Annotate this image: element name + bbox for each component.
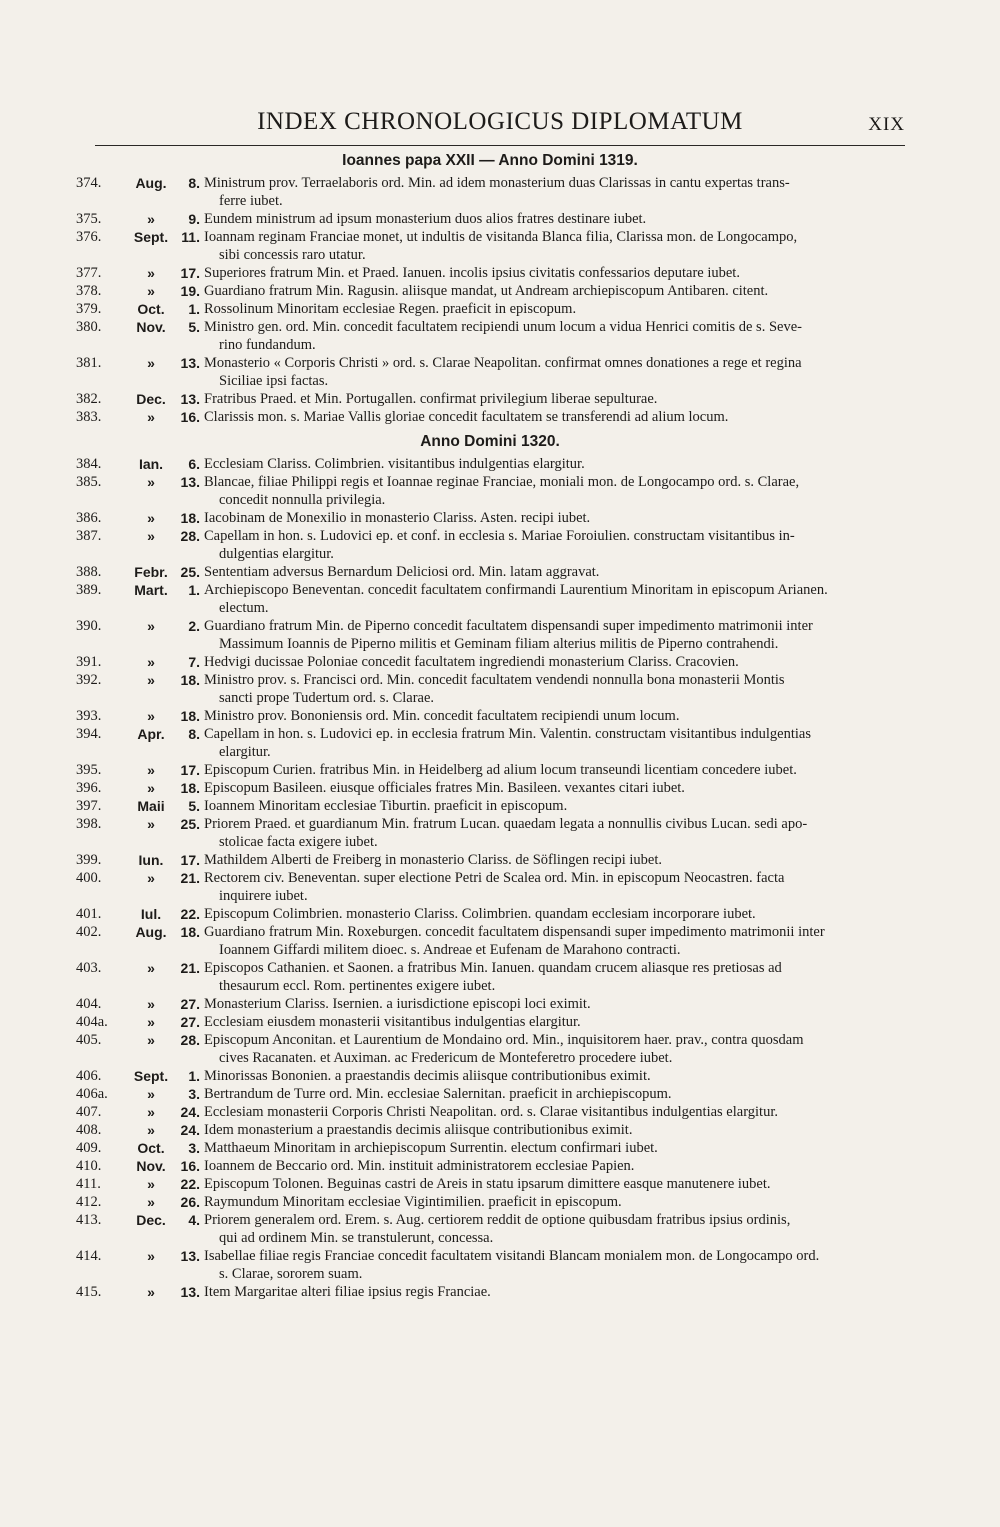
entry-number: 410. [76,1158,102,1174]
entry-month: » [147,870,155,886]
entry-day: 13. [180,1284,200,1300]
entry-month: » [147,762,155,778]
index-entry [76,959,904,995]
entry-text-line: Ministrum prov. Terraelaboris ord. Min. ad idem monasterium duas Clarissas in cantu expertas trans- [204,175,790,191]
entry-day: 25. [180,564,200,580]
entry-number: 385. [76,474,102,490]
entry-text-line: Episcopum Basileen. eiusque officiales fratres Min. Basileen. vexantes citari iubet. [204,780,685,796]
entry-number: 382. [76,391,102,407]
entry-text-line: Guardiano fratrum Min. de Piperno concedit facultatem dispensandi super impedimento matrimonii inter [204,618,813,634]
entry-text [204,815,904,851]
entry-day: 25. [180,816,200,832]
entry-month: » [147,996,155,1012]
entry-text-line: Monasterio « Corporis Christi » ord. s. Clarae Neapolitan. confirmat omnes donationes a rege et regina [204,355,802,371]
entry-number: 407. [76,1104,102,1120]
entry-text-line: Archiepiscopo Beneventan. concedit facultatem confirmandi Laurentium Minoritam in episcopum Arianen. [204,582,828,598]
entry-day: 18. [180,924,200,940]
entry-text-line: Hedvigi ducissae Poloniae concedit facultatem ingrediendi monasterium Clariss. Cracovien. [204,654,739,670]
entry-text [204,653,904,671]
entry-text [204,581,904,617]
entry-text-line: Rectorem civ. Beneventan. super electione Petri de Scalea ord. Min. in episcopum Neocastren. facta [204,870,785,886]
entry-month: » [147,528,155,544]
entry-text-line: Ecclesiam Clariss. Colimbrien. visitantibus indulgentias elargitur. [204,456,585,472]
entry-month: » [147,1086,155,1102]
entry-number: 383. [76,409,102,425]
entry-text-line: Idem monasterium a praestandis decimis aliisque contributionibus eximit. [204,1122,633,1138]
entry-text-line: Sententiam adversus Bernardum Deliciosi ord. Min. latam aggravat. [204,564,600,580]
entry-day: 21. [180,960,200,976]
entry-text [204,1067,904,1085]
entry-day: 8. [188,175,200,191]
entry-month: » [147,1122,155,1138]
entry-day: 28. [180,1032,200,1048]
entry-month: Nov. [136,319,166,335]
entry-text [204,923,904,959]
entry-text [204,174,904,210]
entry-text [204,995,904,1013]
entry-month: » [147,1176,155,1192]
entry-month: Sept. [133,1068,169,1084]
entry-text [204,905,904,923]
entry-text [204,1157,904,1175]
entry-number: 405. [76,1032,102,1048]
entry-text [204,1103,904,1121]
entry-text-line: Ministro gen. ord. Min. concedit facultatem recipiendi unum locum a vidua Henrici comitis de s. Seve- [204,319,802,335]
entry-text [204,1211,904,1247]
entry-text [204,779,904,797]
entry-text-line: Ioannam reginam Franciae monet, ut indultis de visitanda Blanca filia, Clarissa mon. de Longocampo, [204,229,798,245]
entry-day: 13. [180,474,200,490]
entry-text-line: Iacobinam de Monexilio in monasterio Clariss. Asten. recipi iubet. [204,510,591,526]
index-entry [76,653,904,671]
entry-text [204,455,904,473]
index-entry [76,210,904,228]
entry-month: » [147,654,155,670]
entry-text-line: concedit nonnulla privilegia. [219,492,386,508]
entry-day: 1. [188,582,200,598]
entry-text-line: ferre iubet. [219,193,283,209]
entry-text-line: Episcopum Anconitan. et Laurentium de Mondaino ord. Min., inquisitorem haer. prav., contra quosdam [204,1032,804,1048]
entry-text-line: Guardiano fratrum Min. Roxeburgen. concedit facultatem dispensandi super impedimento matrimonii inter [204,924,825,940]
entry-month: Maii [137,798,165,814]
entry-day: 6. [188,456,200,472]
index-entry [76,923,904,959]
entry-text-line: s. Clarae, sororem suam. [219,1266,363,1282]
entry-day: 28. [180,528,200,544]
entry-number: 394. [76,726,102,742]
index-entry [76,1139,904,1157]
entry-text [204,851,904,869]
entry-number: 401. [76,906,102,922]
entry-month: Iun. [138,852,164,868]
entry-number: 390. [76,618,102,634]
entry-text [204,354,904,390]
entry-number: 388. [76,564,102,580]
entry-text-line: Massimum Ioannis de Piperno militis et Geminam filiam alterius militis de Piperno contrahendi. [219,636,779,652]
entry-text [204,390,904,408]
index-entry [76,1121,904,1139]
entry-text [204,563,904,581]
entry-number: 381. [76,355,102,371]
entry-number: 374. [76,175,102,191]
entry-number: 396. [76,780,102,796]
entry-text [204,300,904,318]
entry-text-line: thesaurum eccl. Rom. pertinentes exigere iubet. [219,978,496,994]
index-entry [76,761,904,779]
entry-text-line: Ministro prov. s. Francisci ord. Min. concedit facultatem vendendi nonnulla bona monasterii Montis [204,672,785,688]
entry-text [204,707,904,725]
entry-text-line: Clarissis mon. s. Mariae Vallis gloriae concedit facultatem se transferendi ad alium locum. [204,409,729,425]
entry-number: 414. [76,1248,102,1264]
index-entry [76,671,904,707]
entry-month: » [147,1194,155,1210]
entry-day: 17. [180,762,200,778]
entry-month: » [147,211,155,227]
index-entry [76,581,904,617]
entry-day: 16. [180,409,200,425]
index-entry [76,228,904,264]
entry-month: Dec. [136,1212,166,1228]
entry-number: 395. [76,762,102,778]
index-entry [76,408,904,426]
entry-month: » [147,1248,155,1264]
entry-text-line: Guardiano fratrum Min. Ragusin. aliisque mandat, ut Andream archiepiscopum Antibaren. citent. [204,283,769,299]
entry-text-line: Rossolinum Minoritam ecclesiae Regen. praeficit in episcopum. [204,301,577,317]
entry-text-line: Eundem ministrum ad ipsum monasterium duos alios fratres destinare iubet. [204,211,647,227]
entry-month: Oct. [137,301,165,317]
entry-text-line: Raymundum Minoritam ecclesiae Vigintimilien. praeficit in episcopum. [204,1194,622,1210]
index-entry [76,455,904,473]
entry-text-line: sancti prope Tudertum ord. s. Clarae. [219,690,435,706]
entry-text [204,1013,904,1031]
entry-text-line: Episcopum Tolonen. Beguinas castri de Areis in statu ipsarum dimittere easque manutenere iubet. [204,1176,771,1192]
index-entry [76,509,904,527]
index-entry [76,174,904,210]
entry-month: » [147,1032,155,1048]
entry-text-line: Minorissas Bononien. a praestandis decimis aliisque contributionibus eximit. [204,1068,651,1084]
index-entry [76,1211,904,1247]
index-entry [76,995,904,1013]
entry-day: 1. [188,1068,200,1084]
entry-day: 3. [188,1140,200,1156]
entry-month: » [147,409,155,425]
index-entry [76,905,904,923]
entry-text [204,1121,904,1139]
entry-day: 4. [188,1212,200,1228]
entry-month: » [147,780,155,796]
entry-text-line: rino fundandum. [219,337,316,353]
entry-month: » [147,618,155,634]
entry-text-line: Ioannem Minoritam ecclesiae Tiburtin. praeficit in episcopum. [204,798,568,814]
entry-text-line: Bertrandum de Turre ord. Min. ecclesiae Salernitan. praeficit in archiepiscopum. [204,1086,672,1102]
index-entry [76,1031,904,1067]
entry-number: 379. [76,301,102,317]
entry-number: 404. [76,996,102,1012]
entry-month: Sept. [133,229,169,245]
entry-day: 21. [180,870,200,886]
entry-day: 17. [180,265,200,281]
entry-text [204,1031,904,1067]
entry-text-line: stolicae facta exigere iubet. [219,834,378,850]
entry-number: 406. [76,1068,102,1084]
index-entry [76,1193,904,1211]
entry-number: 377. [76,265,102,281]
entry-text [204,228,904,264]
entry-text-line: Matthaeum Minoritam in archiepiscopum Surrentin. electum confirmari iubet. [204,1140,658,1156]
entry-text [204,473,904,509]
index-entry [76,851,904,869]
entry-month: » [147,816,155,832]
entry-text-line: Ecclesiam monasterii Corporis Christi Neapolitan. ord. s. Clarae visitantibus indulgentias elargitur. [204,1104,778,1120]
entry-month: Aug. [135,175,167,191]
entry-day: 26. [180,1194,200,1210]
entry-text [204,959,904,995]
entry-number: 378. [76,283,102,299]
entry-text [204,1085,904,1103]
entry-month: » [147,960,155,976]
entry-text [204,617,904,653]
index-entry [76,1013,904,1031]
entry-text-line: Superiores fratrum Min. et Praed. Ianuen. incolis ipsius civitatis confessarios deputare iubet. [204,265,740,281]
entry-text [204,408,904,426]
entry-text [204,1247,904,1283]
entry-text-line: Capellam in hon. s. Ludovici ep. in ecclesia fratrum Min. Valentin. constructam visitantibus indulgentias [204,726,811,742]
entry-day: 24. [180,1104,200,1120]
entry-day: 2. [188,618,200,634]
entry-text-line: dulgentias elargitur. [219,546,334,562]
index-entry [76,797,904,815]
index-entry [76,264,904,282]
index-entry [76,527,904,563]
entry-month: » [147,474,155,490]
entry-month: » [147,708,155,724]
index-entry [76,617,904,653]
entry-day: 13. [180,355,200,371]
entry-day: 24. [180,1122,200,1138]
entry-text-line: elargitur. [219,744,271,760]
entry-number: 375. [76,211,102,227]
entry-day: 13. [180,391,200,407]
entry-day: 22. [180,1176,200,1192]
entry-number: 403. [76,960,102,976]
index-entry [76,390,904,408]
entry-text-line: Blancae, filiae Philippi regis et Ioannae reginae Franciae, moniali mon. de Longocampo ord. s. Clarae, [204,474,800,490]
entry-day: 5. [188,319,200,335]
entry-month: » [147,1014,155,1030]
entry-number: 393. [76,708,102,724]
entry-text [204,869,904,905]
entry-text-line: Ioannem de Beccario ord. Min. instituit administratorem ecclesiae Papien. [204,1158,635,1174]
entry-number: 380. [76,319,102,335]
entry-month: Nov. [136,1158,166,1174]
index-entry [76,779,904,797]
entry-text [204,527,904,563]
entry-text-line: Priorem Praed. et guardianum Min. fratrum Lucan. quaedam legata a nonnullis civibus Lucan. sedi apo- [204,816,808,832]
entry-text [204,210,904,228]
entry-number: 408. [76,1122,102,1138]
entry-month: » [147,672,155,688]
page-title: INDEX CHRONOLOGICUS DIPLOMATUM [257,108,743,135]
index-content [76,147,904,1301]
entry-day: 5. [188,798,200,814]
index-entry [76,1067,904,1085]
entry-text [204,318,904,354]
entry-text [204,671,904,707]
entry-text [204,509,904,527]
entry-number: 399. [76,852,102,868]
entry-day: 18. [180,510,200,526]
entry-month: » [147,283,155,299]
entry-day: 9. [188,211,200,227]
entry-text-line: Capellam in hon. s. Ludovici ep. et conf. in ecclesia s. Mariae Foroiulien. constructam visitantibus in- [204,528,795,544]
entry-text-line: Ministro prov. Bononiensis ord. Min. concedit facultatem recipiendi unum locum. [204,708,680,724]
entry-day: 18. [180,708,200,724]
entry-month: Apr. [137,726,165,742]
index-entry [76,1175,904,1193]
page-number: XIX [868,114,905,135]
entry-number: 404a. [76,1014,108,1030]
entry-text-line: Episcopos Cathanien. et Saonen. a fratribus Min. Ianuen. quandam crucem aliasque res pretiosas ad [204,960,782,976]
entry-month: Aug. [135,924,167,940]
entry-number: 397. [76,798,102,814]
entry-text-line: Fratribus Praed. et Min. Portugallen. confirmat privilegium liberae sepulturae. [204,391,658,407]
index-entry [76,300,904,318]
entry-text-line: Ecclesiam eiusdem monasterii visitantibus indulgentias elargitur. [204,1014,581,1030]
entry-text-line: Mathildem Alberti de Freiberg in monasterio Clariss. de Söflingen recipi iubet. [204,852,663,868]
entry-number: 389. [76,582,102,598]
entry-day: 18. [180,780,200,796]
entry-month: Ian. [138,456,164,472]
entry-day: 17. [180,852,200,868]
entry-day: 18. [180,672,200,688]
entry-number: 412. [76,1194,102,1210]
entry-day: 27. [180,996,200,1012]
entry-text-line: inquirere iubet. [219,888,308,904]
entry-day: 1. [188,301,200,317]
entry-number: 402. [76,924,102,940]
entry-text [204,282,904,300]
header-rule [95,145,905,146]
entry-month: » [147,355,155,371]
entry-number: 413. [76,1212,102,1228]
entry-day: 13. [180,1248,200,1264]
index-entry [76,1247,904,1283]
entry-day: 22. [180,906,200,922]
entry-number: 409. [76,1140,102,1156]
entry-text [204,1175,904,1193]
entry-day: 27. [180,1014,200,1030]
index-entry [76,1283,904,1301]
entry-text-line: Item Margaritae alteri filiae ipsius regis Franciae. [204,1284,491,1300]
entry-day: 16. [180,1158,200,1174]
index-entry [76,1157,904,1175]
entry-text-line: Ioannem Giffardi militem dioec. s. Andreae et Eufenam de Marahono contracti. [219,942,681,958]
index-entry [76,473,904,509]
index-entry [76,869,904,905]
entry-text [204,761,904,779]
entry-number: 406a. [76,1086,108,1102]
section-heading: Ioannes papa XXII — Anno Domini 1319. [342,152,638,169]
index-entry [76,563,904,581]
entry-month: » [147,1104,155,1120]
index-entry [76,815,904,851]
entry-number: 398. [76,816,102,832]
entry-month: » [147,510,155,526]
entry-text [204,797,904,815]
entry-number: 391. [76,654,102,670]
entry-number: 392. [76,672,102,688]
entry-month: Febr. [134,564,168,580]
entry-number: 400. [76,870,102,886]
entry-text-line: electum. [219,600,269,616]
entry-number: 384. [76,456,102,472]
entry-number: 386. [76,510,102,526]
entry-day: 8. [188,726,200,742]
entry-number: 376. [76,229,102,245]
section-heading: Anno Domini 1320. [420,433,560,450]
entry-text-line: qui ad ordinem Min. se transtulerunt, concessa. [219,1230,494,1246]
running-head [95,108,905,142]
entry-month: » [147,1284,155,1300]
entry-month: » [147,265,155,281]
entry-text-line: Episcopum Colimbrien. monasterio Clariss. Colimbrien. quandam ecclesiam incorporare iubet. [204,906,756,922]
entry-number: 411. [76,1176,101,1192]
index-entry [76,725,904,761]
entry-text [204,1193,904,1211]
index-entry [76,282,904,300]
index-entry [76,1103,904,1121]
entry-text-line: Isabellae filiae regis Franciae concedit facultatem visitandi Blancam monialem mon. de Longocampo ord. [204,1248,820,1264]
entry-text-line: Episcopum Curien. fratribus Min. in Heidelberg ad alium locum transeundi licentiam concedere iubet. [204,762,797,778]
entry-number: 387. [76,528,102,544]
entry-text-line: Priorem generalem ord. Erem. s. Aug. certiorem reddit de optione quibusdam fratribus ipsius ordinis, [204,1212,791,1228]
entry-text [204,264,904,282]
entry-text-line: sibi concessis raro utatur. [219,247,366,263]
entry-number: 415. [76,1284,102,1300]
entry-month: Oct. [137,1140,165,1156]
entry-day: 19. [180,283,200,299]
entry-month: Dec. [136,391,166,407]
index-entry [76,318,904,354]
entry-day: 3. [188,1086,200,1102]
entry-text [204,1139,904,1157]
entry-month: Iul. [140,906,162,922]
entry-text-line: Monasterium Clariss. Isernien. a iurisdictione episcopi loci eximit. [204,996,591,1012]
entry-text [204,725,904,761]
entry-text-line: Siciliae ipsi factas. [219,373,329,389]
entry-day: 7. [188,654,200,670]
entry-day: 11. [181,229,200,245]
entry-text-line: cives Racanaten. et Auximan. ac Fredericum de Monteferetro procedere iubet. [219,1050,673,1066]
index-entry [76,1085,904,1103]
index-entry [76,354,904,390]
index-entry [76,707,904,725]
entry-month: Mart. [134,582,168,598]
entry-text [204,1283,904,1301]
